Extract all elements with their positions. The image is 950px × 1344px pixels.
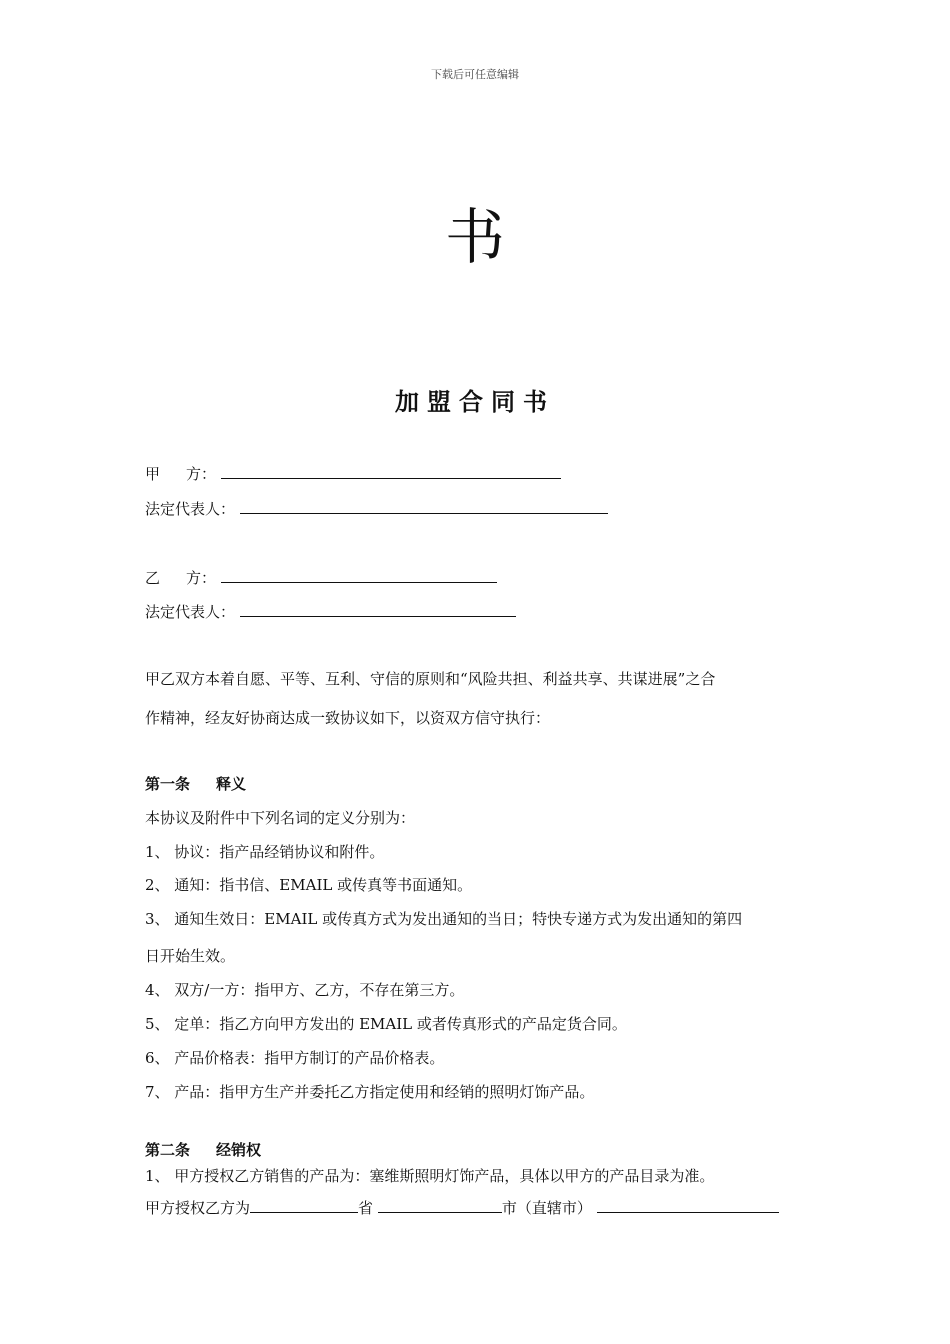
party-b-rep-field[interactable] [240,601,516,617]
party-a-rep-line [145,498,608,519]
article-1-item: 7、 产品：指甲方生产并委托乙方指定使用和经销的照明灯饰产品。 [145,1083,595,1101]
province-field[interactable] [250,1197,358,1213]
region-prefix: 甲方授权乙方为 [145,1199,251,1217]
article-1-item: 2、 通知：指书信、EMAIL 或传真等书面通知。 [145,876,473,894]
article-2-region-line [145,1197,779,1218]
article-1-item: 5、 定单：指乙方向甲方发出的 EMAIL 或者传真形式的产品定货合同。 [145,1015,627,1033]
party-b-label: 乙 [145,569,161,587]
party-b-line [145,567,497,588]
party-a-rep-field[interactable] [240,498,608,514]
article-1-item: 日开始生效。 [145,947,236,965]
article-2-number: 第二条 [145,1141,191,1159]
party-b-rep-label: 法定代表人： [145,603,236,621]
cover-character: 书 [445,203,505,273]
party-b-rep-line [145,601,516,622]
party-a-name-field[interactable] [221,463,561,479]
article-1-item: 1、 协议：指产品经销协议和附件。 [145,843,385,861]
article-2-title: 经销权 [216,1141,262,1159]
city-label: 市（直辖市） [501,1199,592,1217]
intro-line-1: 甲乙双方本着自愿、平等、互利、守信的原则和“风险共担、利益共享、共谋进展”之合 [145,670,716,688]
party-b-label-suffix: 方： [186,569,217,587]
header-note: 下载后可任意编辑 [431,68,519,81]
party-b-name-field[interactable] [221,567,497,583]
article-1-lead: 本协议及附件中下列名词的定义分别为： [145,809,416,827]
article-2-item-1: 1、 甲方授权乙方销售的产品为：塞维斯照明灯饰产品，具体以甲方的产品目录为准。 [145,1167,715,1185]
article-1-item: 3、 通知生效日：EMAIL 或传真方式为发出通知的当日；特快专递方式为发出通知的第四 [145,910,743,928]
article-1-item: 4、 双方/一方：指甲方、乙方，不存在第三方。 [145,981,465,999]
city-field[interactable] [378,1197,502,1213]
province-label: 省 [358,1199,374,1217]
party-a-label-suffix: 方： [186,465,217,483]
district-field[interactable] [597,1197,779,1213]
article-2-heading [145,1140,261,1160]
party-a-label: 甲 [145,465,161,483]
article-1-heading [145,774,246,794]
article-1-item: 6、 产品价格表：指甲方制订的产品价格表。 [145,1049,445,1067]
article-1-title: 释义 [216,775,247,793]
intro-line-2: 作精神，经友好协商达成一致协议如下，以资双方信守执行： [145,709,551,727]
article-1-number: 第一条 [145,775,191,793]
party-a-line [145,463,561,484]
party-a-rep-label: 法定代表人： [145,500,236,518]
document-title: 加盟合同书 [395,388,555,416]
